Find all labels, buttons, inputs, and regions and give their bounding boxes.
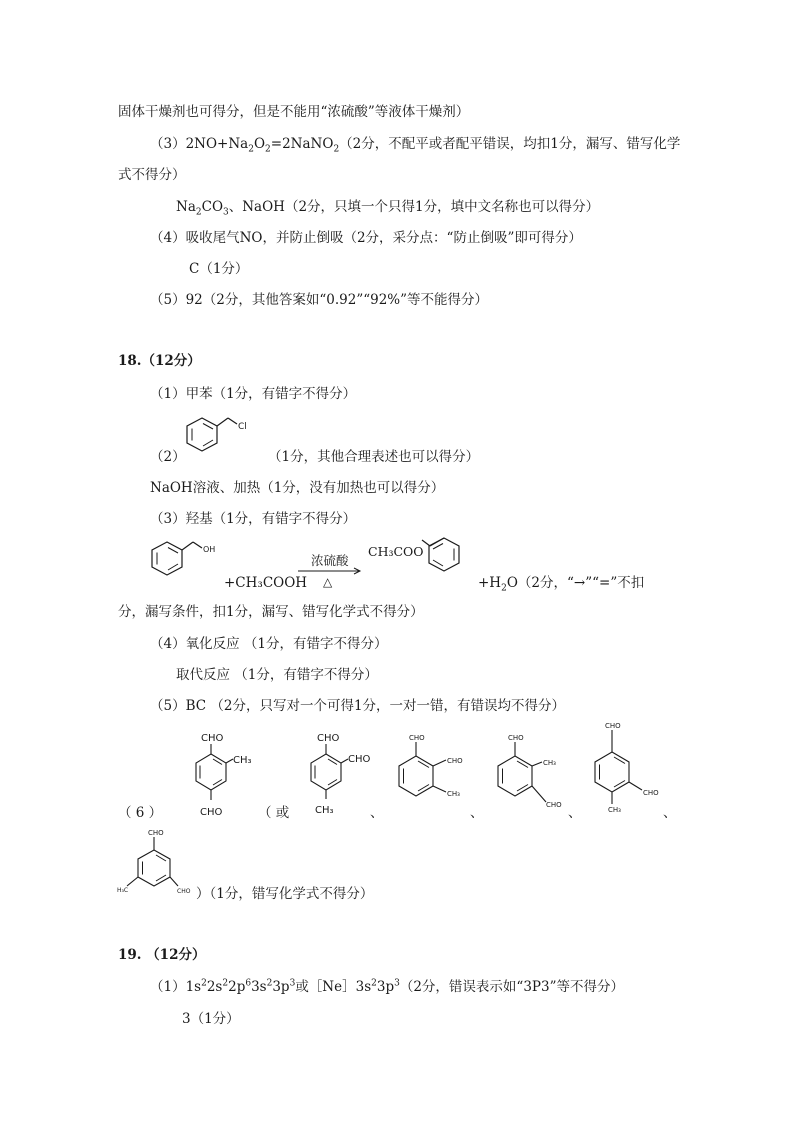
subscript: 2	[333, 144, 340, 155]
answer-label: （2）	[150, 449, 186, 465]
answer-line-q18-1	[150, 385, 356, 403]
aldehyde-label: CHO	[605, 722, 621, 730]
answer-text: （5）92（2分，其他答案如“0.92”“92%”等不能得分）	[150, 292, 489, 308]
config-part: 3p	[272, 979, 290, 995]
answer-text: 分，漏写条件，扣1分，漏写、错写化学式不得分）	[118, 604, 424, 620]
separator: 、	[568, 805, 582, 821]
benzyl-alcohol-structure	[145, 534, 225, 582]
aldehyde-label: CHO	[148, 829, 164, 837]
superscript: 2	[266, 978, 273, 989]
answer-line-q17-5	[150, 291, 488, 309]
config-part: 3p	[376, 979, 395, 995]
answer-label-q18-6: （ 6 ）	[118, 805, 163, 821]
aldehyde-label: CHO	[508, 734, 524, 742]
methyl-label: CH₃	[543, 759, 556, 767]
answer-line	[196, 885, 373, 903]
isomer-structure-3	[385, 730, 475, 820]
answer-line-q19-1	[150, 978, 624, 996]
answer-text: （5）BC （2分，只写对一个可得1分，一对一错，有错误均不得分）	[150, 698, 566, 714]
formula-part: Na	[176, 199, 196, 215]
reagent-acetic-acid: +CH₃COOH	[224, 575, 308, 591]
superscript: 2	[222, 978, 229, 989]
answer-text: 式不得分）	[118, 167, 186, 183]
alternative-marker: （ 或	[258, 805, 290, 821]
config-part: 或［Ne］3s	[295, 979, 372, 995]
question-heading-19: 19. （12分）	[118, 947, 206, 963]
answer-text: C（1分）	[189, 261, 249, 277]
answer-line	[182, 1010, 240, 1028]
aldehyde-label: CHO	[643, 789, 659, 797]
aldehyde-label: CHO	[317, 733, 340, 744]
subscript: 2	[195, 207, 202, 218]
answer-line	[118, 603, 424, 621]
answer-text: （3）羟基（1分，有错字不得分）	[150, 511, 357, 527]
subscript: 3	[223, 207, 229, 218]
superscript: 2	[201, 978, 207, 989]
aldehyde-label: CHO	[201, 733, 224, 744]
answer-line-q18-5	[150, 697, 565, 715]
separator: 、	[470, 805, 484, 821]
aldehyde-label: CHO	[348, 754, 371, 765]
methyl-label: CH₃	[608, 806, 621, 814]
methyl-label: CH₃	[447, 790, 460, 798]
equation-tail	[478, 574, 644, 592]
answer-line-q18-3	[150, 510, 356, 528]
subscript: 2	[501, 583, 507, 594]
isomer-structure-4	[484, 730, 574, 820]
benzyl-chloride-structure	[182, 412, 262, 464]
equation-part: +H	[478, 575, 502, 591]
config-part: 2p	[228, 979, 246, 995]
answer-text: NaOH溶液、加热（1分，没有加热也可以得分）	[150, 480, 445, 496]
subscript: 2	[248, 144, 254, 155]
aldehyde-label: CHO	[546, 801, 562, 809]
reaction-condition-heat: △	[323, 575, 333, 589]
equation-part: （3）2NO+Na	[150, 136, 249, 152]
answer-line-q18-4	[150, 635, 387, 653]
hydroxyl-label: OH	[203, 545, 216, 554]
answer-line	[268, 448, 479, 466]
aldehyde-label: CHO	[447, 757, 463, 765]
config-part: 2s	[206, 979, 223, 995]
isomer-structure-5	[582, 718, 672, 822]
benzyl-acetate-ring	[420, 534, 480, 582]
answer-text: （4）吸收尾气NO，并防止倒吸（2分，采分点：“防止倒吸”即可得分）	[150, 230, 582, 246]
answer-line	[150, 479, 444, 497]
answer-line-q17-4	[150, 229, 582, 247]
aldehyde-label: CHO	[409, 734, 425, 742]
separator: 、	[370, 805, 384, 821]
chlorine-label: Cl	[238, 422, 247, 432]
equation-part: =2NaNO	[270, 136, 334, 152]
answer-text: （1分，其他合理表述也可以得分）	[268, 449, 480, 465]
answer-text: 取代反应 （1分，有错字不得分）	[176, 667, 378, 683]
answer-text: （2分，不配平或者配平错误，均扣1分，漏写、错写化学	[339, 136, 681, 152]
methyl-label: H₃C	[117, 887, 129, 894]
product-ester-label: CH₃COO	[368, 544, 424, 559]
answer-line	[118, 103, 469, 121]
answer-text: 3（1分）	[182, 1011, 240, 1027]
answer-line	[176, 666, 378, 684]
answer-text: （4）氧化反应 （1分，有错字不得分）	[150, 636, 388, 652]
answer-line	[189, 260, 248, 278]
answer-text: 固体干燥剂也可得分，但是不能用“浓硫酸”等液体干燥剂）	[118, 104, 470, 120]
answer-text: O（2分，“→”“=”不扣	[506, 575, 645, 591]
answer-line-q18-2	[150, 448, 186, 466]
aldehyde-label: CHO	[177, 888, 191, 895]
answer-text: （2分，错误表示如“3P3”等不得分）	[399, 979, 624, 995]
subscript: 2	[265, 144, 271, 155]
config-part: 3s	[251, 979, 267, 995]
answer-line-na	[176, 198, 599, 216]
superscript: 2	[371, 978, 377, 989]
superscript: 3	[289, 978, 296, 989]
isomer-structure-2	[295, 728, 375, 822]
formula-part: CO	[201, 199, 224, 215]
methyl-label: CH₃	[315, 805, 334, 816]
aldehyde-label: CHO	[200, 807, 223, 818]
separator: 、	[663, 805, 677, 821]
answer-line-q17-3	[150, 135, 680, 153]
answer-line	[118, 166, 186, 184]
question-heading-18: 18.（12分）	[118, 353, 201, 369]
methyl-label: CH₃	[233, 755, 252, 766]
isomer-structure-6	[116, 826, 196, 904]
isomer-structure-1	[175, 728, 255, 822]
reaction-condition-top: 浓硫酸	[311, 553, 349, 568]
superscript: 6	[245, 978, 252, 989]
answer-text: （1）甲苯（1分，有错字不得分）	[150, 386, 357, 402]
equation-part: O	[253, 136, 266, 152]
answer-text: ）（1分，错写化学式不得分）	[196, 886, 374, 902]
config-part: （1）1s	[150, 979, 202, 995]
superscript: 3	[394, 978, 400, 989]
answer-text: 、NaOH（2分，只填一个只得1分，填中文名称也可以得分）	[228, 199, 600, 215]
